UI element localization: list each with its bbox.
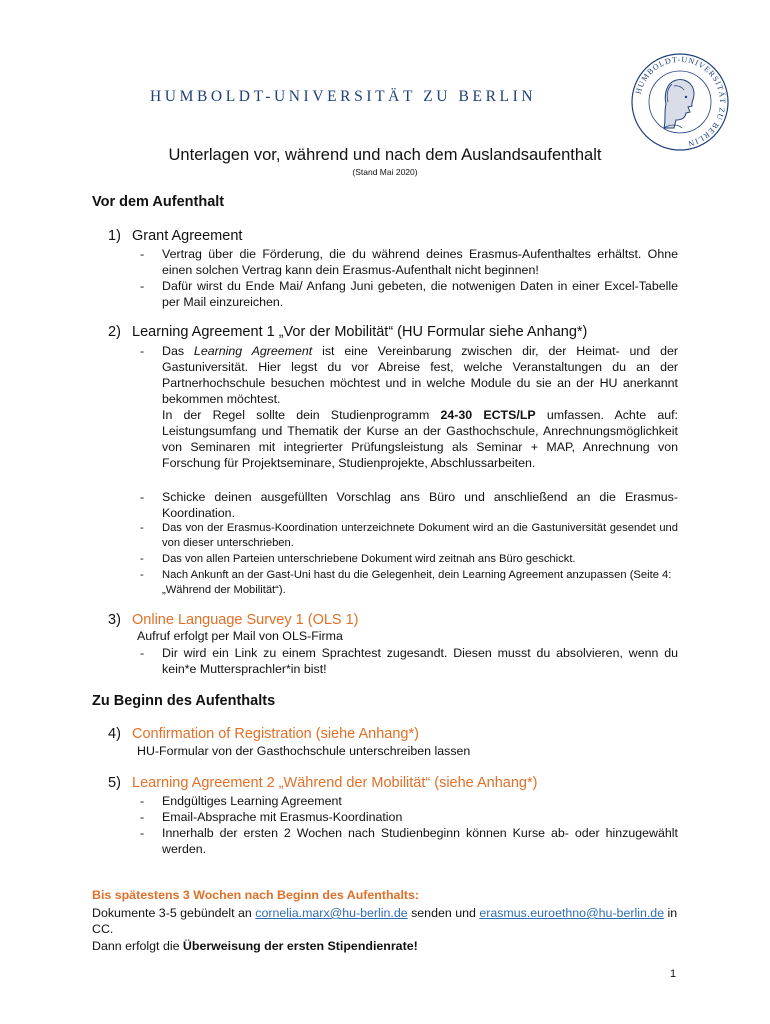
item-heading-confirmation-of-registration bbox=[108, 726, 419, 742]
item-description: Aufruf erfolgt per Mail von OLS-Firma bbox=[137, 629, 343, 643]
bullet-text: Das von der Erasmus-Koordination unterzeichnete Dokument wird an die Gastuniversität gesendet und von dieser unterschrieben. bbox=[162, 522, 678, 550]
list-item: - Dir wird ein Link zu einem Sprachtest zugesandt. Diesen musst du absolvieren, wenn du kein*e Muttersprachler*in bist! bbox=[140, 646, 678, 676]
bullet-text: Vertrag über die Förderung, die du während deines Erasmus-Aufenthaltes erhältst. Ohne einen solchen Vertrag kann dein Erasmus-Aufenthalt nicht beginnen! bbox=[162, 247, 678, 277]
list-item-continuation bbox=[162, 407, 678, 471]
page-number: 1 bbox=[670, 968, 677, 980]
item-number: 4) bbox=[108, 726, 121, 742]
list-item: - Das Learning Agreement ist eine Vereinbarung zwischen dir, der Heimat- und der Gastuniversität. Hier legst du vor Abreise fest, welche Veranstaltungen du an der Partnerhochschule besuchen möchtest und in welche Module du sie an der HU anerkannt bekommen möchtest. bbox=[140, 344, 678, 406]
list-item: - Endgültiges Learning Agreement bbox=[140, 794, 342, 808]
text-run-bold: 24-30 ECTS/LP bbox=[440, 408, 536, 422]
item-title: Learning Agreement 2 „Während der Mobilität“ (siehe Anhang*) bbox=[132, 775, 538, 791]
bullet-text: Dafür wirst du Ende Mai/ Anfang Juni gebeten, die notwenigen Daten in einer Excel-Tabelle per Mail einzureichen. bbox=[162, 279, 678, 309]
text-run-bold: Überweisung der ersten Stipendienrate! bbox=[182, 939, 418, 953]
text-run: Das bbox=[162, 344, 194, 358]
item-title: Learning Agreement 1 „Vor der Mobilität“ (HU Formular siehe Anhang*) bbox=[132, 324, 588, 340]
email-link-erasmus-euroethno[interactable]: erasmus.euroethno@hu-berlin.de bbox=[479, 906, 665, 920]
bullet-text: Nach Ankunft an der Gast-Uni hast du die Gelegenheit, dein Learning Agreement anzupassen (Seite 4: „Während der Mobilität“). bbox=[162, 569, 672, 597]
bullet-text: Innerhalb der ersten 2 Wochen nach Studienbeginn können Kurse ab- oder hinzugewählt werden. bbox=[162, 826, 678, 856]
text-run: Dann erfolgt die bbox=[92, 939, 183, 953]
text-run: senden und bbox=[407, 906, 480, 920]
list-item: - Nach Ankunft an der Gast-Uni hast du die Gelegenheit, dein Learning Agreement anzupassen (Seite 4: „Während der Mobilität“). bbox=[140, 569, 672, 597]
section-heading-before-stay: Vor dem Aufenthalt bbox=[92, 194, 225, 210]
submission-instructions bbox=[92, 905, 682, 937]
list-item: - Email-Absprache mit Erasmus-Koordination bbox=[140, 810, 403, 824]
text-run: ist eine Vereinbarung zwischen dir, der Heimat- und der Gastuniversität. Hier legst du vor Abreise fest, welche Veranstaltungen du an der Partnerhochschule besuchen möchtest und in welche Module du sie an der HU anerkannt bekommen möchtest. bbox=[162, 344, 678, 406]
section-heading-start-of-stay: Zu Beginn des Aufenthalts bbox=[92, 693, 276, 709]
item-number: 5) bbox=[108, 775, 121, 791]
text-run-italic: Learning Agreement bbox=[193, 344, 313, 358]
list-item: - Schicke deinen ausgefüllten Vorschlag ans Büro und anschließend an die Erasmus-Koordination. bbox=[140, 490, 678, 520]
list-item: - Das von der Erasmus-Koordination unterzeichnete Dokument wird an die Gastuniversität gesendet und von dieser unterschrieben. bbox=[140, 522, 678, 550]
item-title: Grant Agreement bbox=[132, 228, 243, 244]
deadline-note: Bis spätestens 3 Wochen nach Beginn des Aufenthalts: bbox=[92, 888, 420, 902]
text-run: in CC. bbox=[92, 906, 678, 936]
text-run: In der Regel sollte dein Studienprogramm bbox=[162, 408, 441, 422]
bullet-text: Email-Absprache mit Erasmus-Koordination bbox=[162, 810, 403, 824]
document-title: Unterlagen vor, während und nach dem Auslandsaufenthalt bbox=[168, 146, 602, 164]
item-number: 1) bbox=[108, 228, 121, 244]
bullet-text: Endgültiges Learning Agreement bbox=[162, 794, 342, 808]
text-run: umfassen. Achte auf: Leistungsumfang und Thematik der Kurse an der Gasthochschule, Anrechnungsmöglichkeit von Seminaren mit integrierter Prüfungsleistung als Seminar + MAP, Anrechnung von Forschung für Projektseminare, Studienprojekte, Abschlussarbeiten. bbox=[162, 408, 678, 470]
item-heading-online-language-survey bbox=[108, 612, 359, 628]
item-heading-learning-agreement-1 bbox=[108, 324, 587, 340]
email-link-cornelia-marx[interactable]: cornelia.marx@hu-berlin.de bbox=[255, 906, 408, 920]
item-title: Confirmation of Registration (siehe Anhang*) bbox=[132, 726, 419, 742]
item-heading-grant-agreement bbox=[108, 228, 242, 244]
item-heading-learning-agreement-2 bbox=[108, 775, 537, 791]
university-name: HUMBOLDT-UNIVERSITÄT ZU BERLIN bbox=[150, 88, 537, 105]
item-number: 2) bbox=[108, 324, 121, 340]
stipend-note bbox=[92, 938, 418, 954]
list-item: - Vertrag über die Förderung, die du während deines Erasmus-Aufenthaltes erhältst. Ohne einen solchen Vertrag kann dein Erasmus-Aufenthalt nicht beginnen! bbox=[140, 247, 678, 277]
item-description: HU-Formular von der Gasthochschule unterschreiben lassen bbox=[137, 744, 471, 758]
text-run: Dokumente 3-5 gebündelt an bbox=[92, 906, 256, 920]
list-item: - Das von allen Parteien unterschriebene Dokument wird zeitnah ans Büro geschickt. bbox=[140, 553, 576, 565]
list-item: - Innerhalb der ersten 2 Wochen nach Studienbeginn können Kurse ab- oder hinzugewählt werden. bbox=[140, 826, 678, 856]
seal-text: HUMBOLDT-UNIVERSITÄT ZU BERLIN bbox=[633, 54, 728, 149]
item-title: Online Language Survey 1 (OLS 1) bbox=[132, 612, 359, 628]
item-number: 3) bbox=[108, 612, 121, 628]
document-subtitle: (Stand Mai 2020) bbox=[352, 167, 418, 177]
bullet-text: Dir wird ein Link zu einem Sprachtest zugesandt. Diesen musst du absolvieren, wenn du kein*e Muttersprachler*in bist! bbox=[162, 646, 678, 676]
bullet-text: Schicke deinen ausgefüllten Vorschlag ans Büro und anschließend an die Erasmus-Koordination. bbox=[162, 490, 678, 520]
bullet-text: Das von allen Parteien unterschriebene Dokument wird zeitnah ans Büro geschickt. bbox=[162, 553, 576, 565]
humboldt-portrait-seal-icon bbox=[630, 52, 730, 152]
list-item: - Dafür wirst du Ende Mai/ Anfang Juni gebeten, die notwenigen Daten in einer Excel-Tabelle per Mail einzureichen. bbox=[140, 279, 678, 309]
